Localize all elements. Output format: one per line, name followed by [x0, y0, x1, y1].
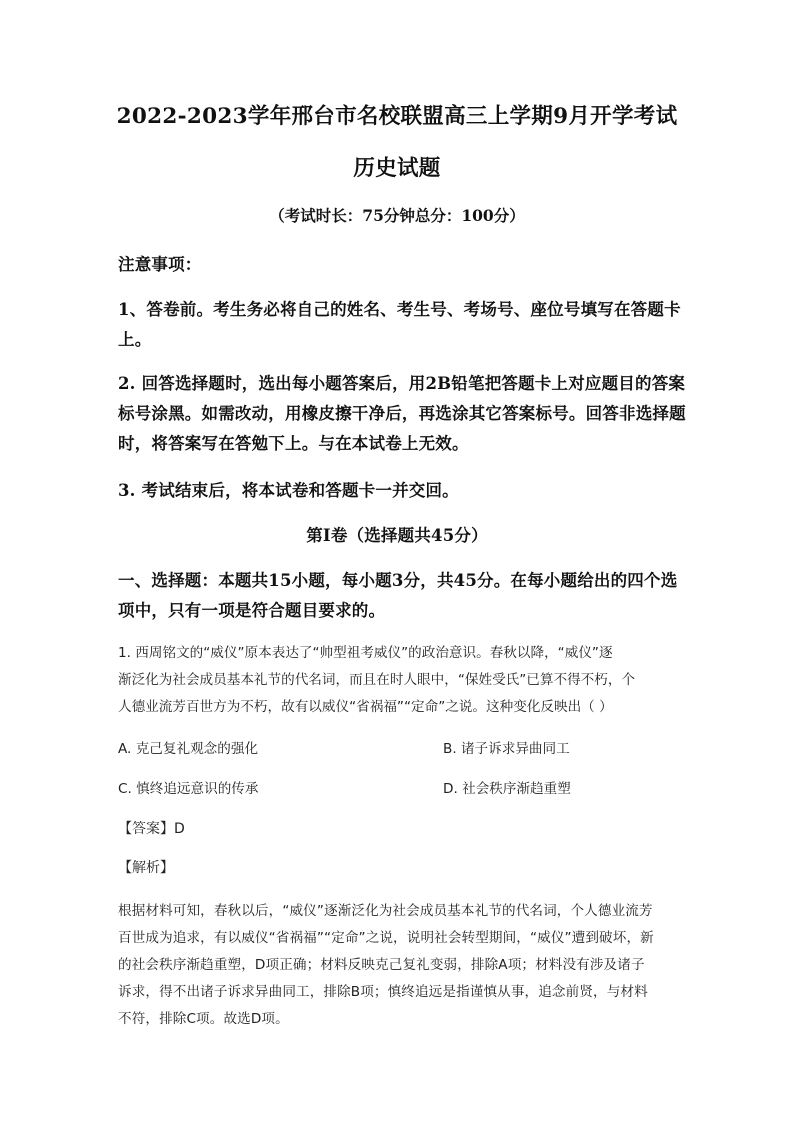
note-3: 3. 考试结束后，将本试卷和答题卡一并交回。 — [118, 481, 459, 500]
question-1-line-2: 渐泛化为社会成员基本礼节的代名词，而且在时人眼中，“保姓受氏”已算不得不朽，个 — [118, 672, 636, 688]
section-title: 第I卷（选择题共45分） — [306, 526, 488, 545]
section-intro-line-2: 项中，只有一项是符合题目要求的。 — [118, 601, 386, 620]
note-1-line-2: 上。 — [118, 330, 152, 349]
option-c: C. 慎终追远意识的传承 — [118, 781, 259, 797]
analysis-label: 【解析】 — [118, 860, 174, 876]
option-d: D. 社会秩序渐趋重塑 — [443, 781, 571, 797]
note-2-line-3: 时，将答案写在答勉下上。与在本试卷上无效。 — [118, 434, 469, 453]
analysis-line-2: 百世成为追求，有以威仪“省祸福”“定命”之说，说明社会转型期间，“威仪”遭到破坏，新 — [118, 930, 654, 946]
option-b: B. 诸子诉求异曲同工 — [443, 741, 570, 757]
option-a: A. 克己复礼观念的强化 — [118, 741, 259, 757]
subject-title: 历史试题 — [353, 156, 441, 181]
exam-title: 2022-2023学年邢台市名校联盟高三上学期9月开学考试 — [116, 104, 678, 129]
analysis-line-4: 诉求，得不出诸子诉求异曲同工，排除B项；慎终追远是指谨慎从事，追念前贤，与材料 — [118, 984, 648, 1000]
analysis-line-1: 根据材料可知，春秋以后，“威仪”逐渐泛化为社会成员基本礼节的代名词，个人德业流芳 — [118, 903, 653, 919]
note-1-line-1: 1、答卷前。考生务必将自己的姓名、考生号、考场号、座位号填写在答题卡 — [118, 300, 681, 319]
note-2-line-2: 标号涂黑。如需改动，用橡皮擦干净后，再选涂其它答案标号。回答非选择题 — [118, 404, 686, 423]
notes-heading: 注意事项： — [118, 255, 202, 274]
note-2-line-1: 2. 回答选择题时，选出每小题答案后，用2B铅笔把答题卡上对应题目的答案 — [118, 374, 686, 393]
analysis-line-3: 的社会秩序渐趋重塑，D项正确；材料反映克己复礼变弱，排除A项；材料没有涉及诸子 — [118, 957, 645, 973]
answer-label: 【答案】D — [118, 821, 185, 837]
analysis-line-5: 不符，排除C项。故选D项。 — [118, 1011, 289, 1027]
exam-duration-subtitle: （考试时长：75分钟总分：100分） — [269, 206, 525, 225]
question-1-line-1: 1. 西周铭文的“威仪”原本表达了“帅型祖考威仪”的政治意识。春秋以降，“威仪”逐 — [118, 645, 613, 661]
question-1-line-3: 人德业流芳百世方为不朽，故有以威仪“省祸福”“定命”之说。这种变化反映出（ ） — [118, 699, 613, 715]
section-intro-line-1: 一、选择题：本题共15小题，每小题3分，共45分。在每小题给出的四个选 — [118, 571, 678, 590]
